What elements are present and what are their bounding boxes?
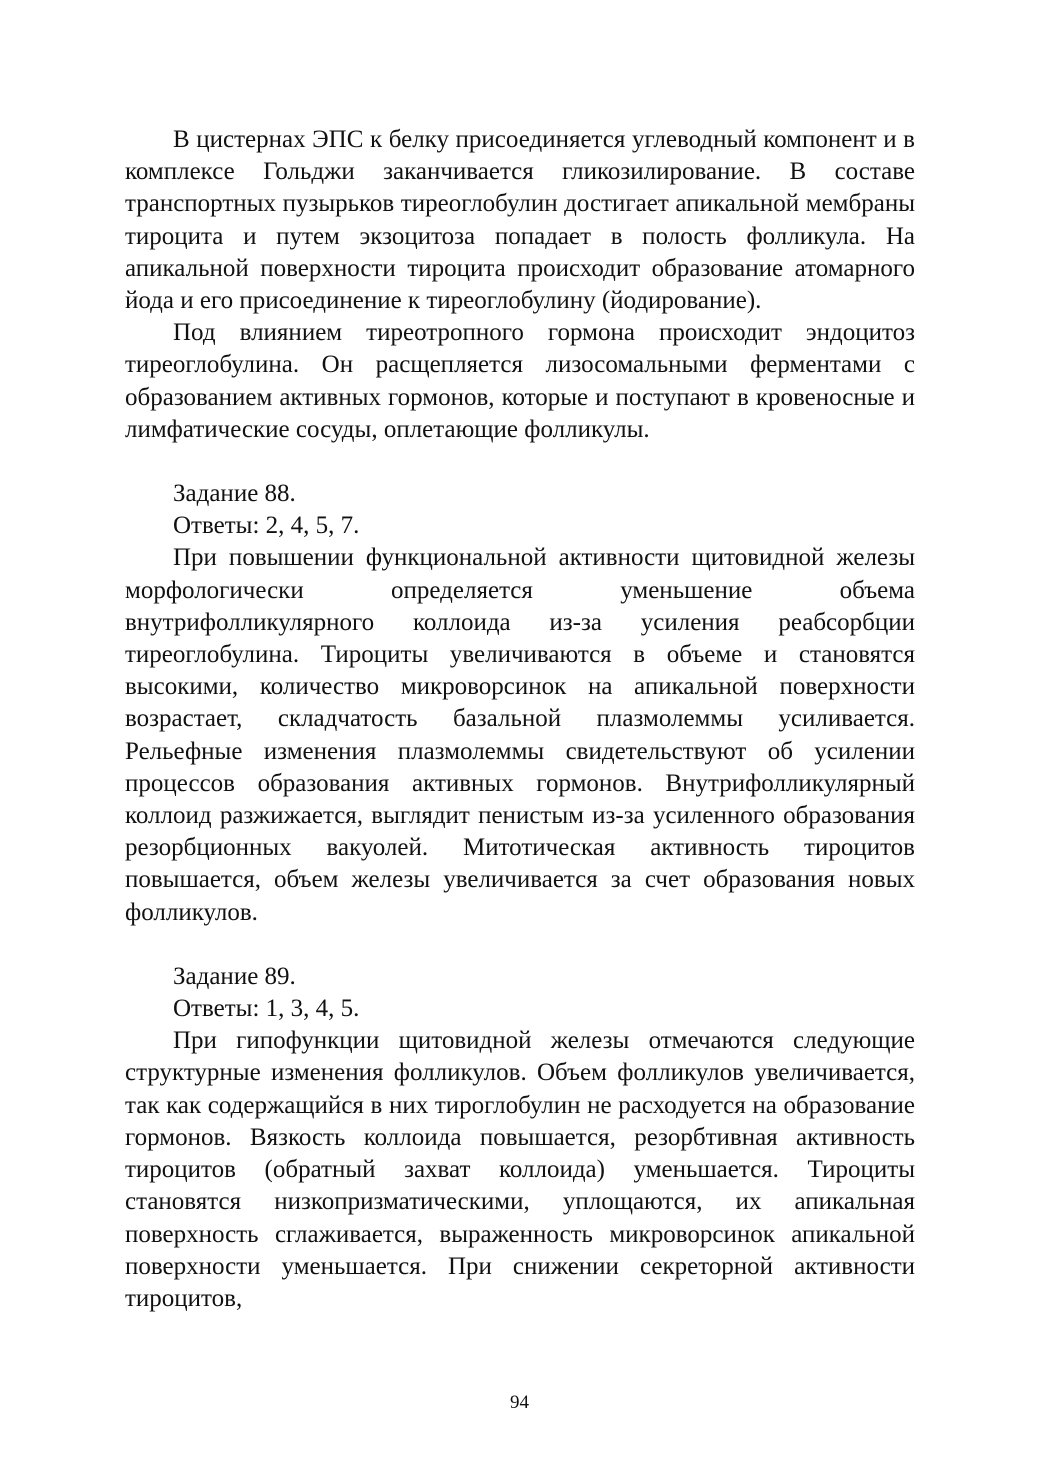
paragraph-hypofunction: При гипофункции щитовидной железы отмечаются следующие структурные изменения фолликулов. Объем фолликулов увеличивается, так как содержащийся в них тироглобулин не расходуется на образование гормонов. Вязкость коллоида повышается, резорбтивная активность тироцитов (обратный захват коллоида) уменьшается. Тироциты становятся низкопризматическими, уплощаются, их апикальная поверхность сглаживается, выраженность микроворсинок апикальной поверхности уменьшается. При снижении секреторной активности тироцитов, bbox=[125, 1027, 915, 1312]
paragraph-endocytosis: Под влиянием тиреотропного гормона происходит эндоцитоз тиреоглобулина. Он расщепляется лизосомальными ферментами с образованием активных гормонов, которые и поступают в кровеносные и лимфатические сосуды, оплетающие фолликулы. bbox=[125, 319, 915, 443]
paragraph-hyperfunction: При повышении функциональной активности щитовидной железы морфологически определяется уменьшение объема внутрифолликулярного коллоида из-за усиления реабсорбции тиреоглобулина. Тироциты увеличиваются в объеме и становятся высокими, количество микроворсинок на апикальной поверхности возрастает, складчатость базальной плазмолеммы усиливается. Рельефные изменения плазмолеммы свидетельствуют об усилении процессов образования активных гормонов. Внутрифолликулярный коллоид разжижается, выглядит пенистым из-за усиленного образования резорбционных вакуолей. Митотическая активность тироцитов повышается, объем железы увеличивается за счет образования новых фолликулов. bbox=[125, 544, 915, 926]
task-88-heading: Задание 88. bbox=[173, 480, 296, 508]
page-body bbox=[125, 124, 915, 1315]
task-88-answers: Ответы: 2, 4, 5, 7. bbox=[173, 512, 360, 540]
task-89-answers: Ответы: 1, 3, 4, 5. bbox=[173, 995, 360, 1023]
page-number: 94 bbox=[510, 1392, 529, 1413]
paragraph-glycosylation: В цистернах ЭПС к белку присоединяется углеводный компонент и в комплексе Гольджи заканчивается гликозилирование. В составе транспортных пузырьков тиреоглобулин достигает апикальной мембраны тироцита и путем экзоцитоза попадает в полость фолликула. На апикальной поверхности тироцита происходит образование атомарного йода и его присоединение к тиреоглобулину (йодирование). bbox=[125, 126, 915, 315]
section-gap bbox=[125, 929, 915, 961]
task-89-heading: Задание 89. bbox=[173, 962, 296, 990]
section-gap bbox=[125, 446, 915, 478]
